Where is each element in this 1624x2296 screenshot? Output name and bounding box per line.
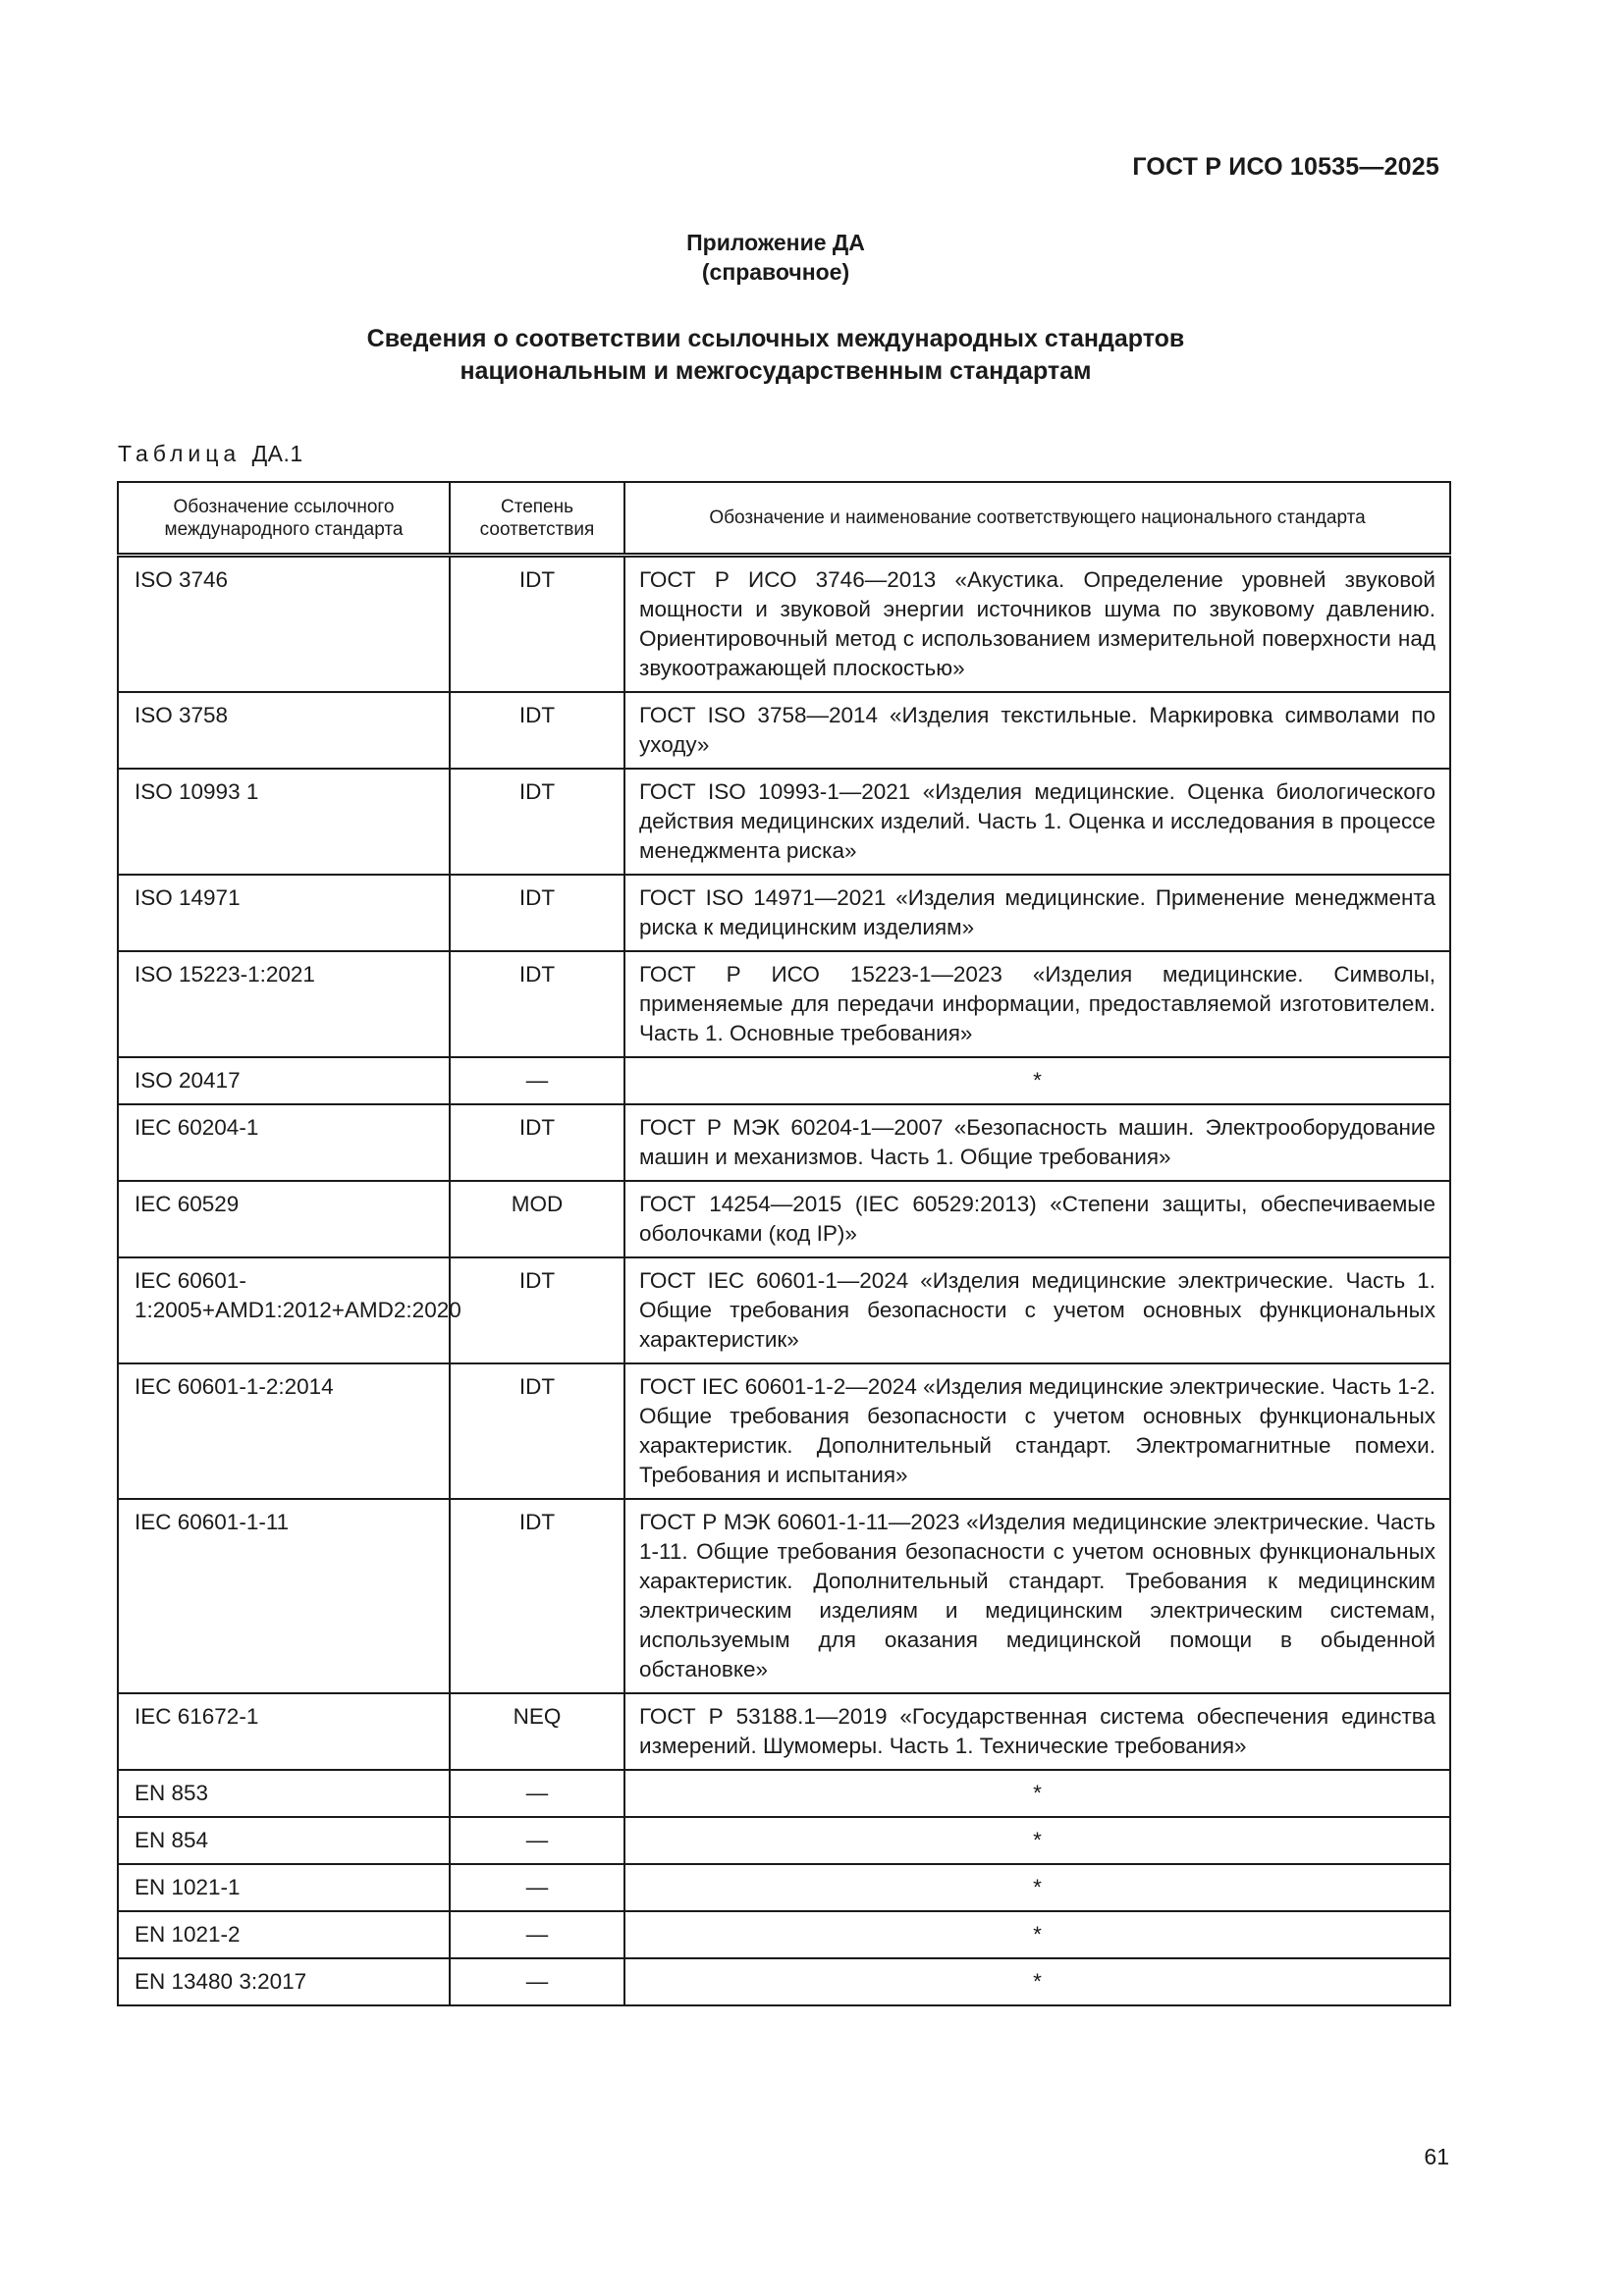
section-title-line-2: национальным и межгосударственным стандартам (460, 357, 1092, 385)
appendix-type: (справочное) (701, 259, 850, 285)
header-national-standard: Обозначение и наименование соответствующего национального стандарта (624, 482, 1450, 556)
cell-degree: IDT (450, 1499, 624, 1693)
cell-national-standard: ГОСТ Р 53188.1—2019 «Государственная система обеспечения единства измерений. Шумомеры. Часть 1. Технические требования» (624, 1693, 1450, 1770)
cell-national-standard: ГОСТ Р ИСО 15223-1—2023 «Изделия медицинские. Символы, применяемые для передачи информации, предоставляемой изготовителем. Часть 1. Основные требования» (624, 951, 1450, 1057)
table-row (118, 692, 1450, 769)
cell-degree: — (450, 1057, 624, 1104)
cell-degree: IDT (450, 875, 624, 951)
cell-degree: NEQ (450, 1693, 624, 1770)
table-body (118, 556, 1450, 2006)
cell-international-standard: EN 854 (118, 1817, 450, 1864)
table-row (118, 1817, 1450, 1864)
cell-international-standard: IEC 61672-1 (118, 1693, 450, 1770)
table-label (118, 441, 303, 467)
table-row (118, 1104, 1450, 1181)
cell-national-standard: ГОСТ ISO 3758—2014 «Изделия текстильные. Маркировка символами по уходу» (624, 692, 1450, 769)
cell-degree: IDT (450, 556, 624, 693)
table-row (118, 1181, 1450, 1257)
cell-degree: MOD (450, 1181, 624, 1257)
cell-national-standard: ГОСТ Р МЭК 60601-1-11—2023 «Изделия медицинские электрические. Часть 1-11. Общие требования безопасности с учетом основных функциональных характеристик. Дополнительный стандарт. Требования к медицинским электрическим изделиям и медицинским электрическим системам, используемым для оказания медицинской помощи в обыденной обстановке» (624, 1499, 1450, 1693)
cell-national-standard: ГОСТ IEC 60601-1—2024 «Изделия медицинские электрические. Часть 1. Общие требования безопасности с учетом основных функциональных характеристик» (624, 1257, 1450, 1363)
cell-degree: IDT (450, 1257, 624, 1363)
page-number: 61 (1424, 2144, 1449, 2169)
document-code: ГОСТ Р ИСО 10535—2025 (1132, 153, 1439, 181)
section-title-line-1: Сведения о соответствии ссылочных международных стандартов (366, 325, 1185, 352)
table-row (118, 951, 1450, 1057)
cell-national-standard: ГОСТ Р МЭК 60204-1—2007 «Безопасность машин. Электрооборудование машин и механизмов. Часть 1. Общие требования» (624, 1104, 1450, 1181)
cell-national-standard: * (624, 1864, 1450, 1911)
table-row (118, 875, 1450, 951)
table-row (118, 1958, 1450, 2005)
cell-national-standard: * (624, 1958, 1450, 2005)
table-row (118, 556, 1450, 693)
cell-degree: IDT (450, 951, 624, 1057)
table-label-number: ДА.1 (251, 441, 303, 466)
cell-national-standard: ГОСТ 14254—2015 (IEC 60529:2013) «Степени защиты, обеспечиваемые оболочками (код IP)» (624, 1181, 1450, 1257)
cell-degree: IDT (450, 692, 624, 769)
cell-international-standard: IEC 60601-1-2:2014 (118, 1363, 450, 1499)
cell-national-standard: * (624, 1911, 1450, 1958)
header-degree: Степень соответствия (450, 482, 624, 556)
cell-international-standard: EN 1021-2 (118, 1911, 450, 1958)
cell-international-standard: IEC 60601-1-11 (118, 1499, 450, 1693)
table-row (118, 1363, 1450, 1499)
cell-international-standard: ISO 14971 (118, 875, 450, 951)
cell-international-standard: IEC 60204-1 (118, 1104, 450, 1181)
cell-degree: IDT (450, 1363, 624, 1499)
cell-degree: — (450, 1864, 624, 1911)
cell-national-standard: * (624, 1770, 1450, 1817)
table-row (118, 1057, 1450, 1104)
cell-degree: — (450, 1770, 624, 1817)
cell-international-standard: ISO 3758 (118, 692, 450, 769)
cell-international-standard: ISO 10993 1 (118, 769, 450, 875)
cell-international-standard: ISO 20417 (118, 1057, 450, 1104)
cell-national-standard: * (624, 1817, 1450, 1864)
table-row (118, 1770, 1450, 1817)
appendix-title: Приложение ДА (686, 230, 865, 255)
correspondence-table (117, 481, 1451, 2006)
cell-national-standard: ГОСТ Р ИСО 3746—2013 «Акустика. Определение уровней звуковой мощности и звуковой энергии источников шума по звуковому давлению. Ориентировочный метод с использованием измерительной поверхности над звукоотражающей плоскостью» (624, 556, 1450, 693)
cell-national-standard: ГОСТ ISO 14971—2021 «Изделия медицинские. Применение менеджмента риска к медицинским изделиям» (624, 875, 1450, 951)
table-header-row (118, 482, 1450, 556)
cell-degree: — (450, 1817, 624, 1864)
cell-international-standard: ISO 15223-1:2021 (118, 951, 450, 1057)
cell-international-standard: EN 853 (118, 1770, 450, 1817)
table-row (118, 1499, 1450, 1693)
cell-international-standard: EN 13480 3:2017 (118, 1958, 450, 2005)
table-row (118, 1693, 1450, 1770)
header-international-standard: Обозначение ссылочного международного стандарта (118, 482, 450, 556)
cell-international-standard: EN 1021-1 (118, 1864, 450, 1911)
table-row (118, 1257, 1450, 1363)
cell-degree: IDT (450, 769, 624, 875)
cell-international-standard: IEC 60601-1:2005+AMD1:2012+AMD2:2020 (118, 1257, 450, 1363)
cell-degree: IDT (450, 1104, 624, 1181)
cell-degree: — (450, 1911, 624, 1958)
table-label-word: Таблица (118, 441, 242, 466)
table-row (118, 769, 1450, 875)
table-row (118, 1864, 1450, 1911)
cell-national-standard: * (624, 1057, 1450, 1104)
cell-national-standard: ГОСТ ISO 10993-1—2021 «Изделия медицинские. Оценка биологического действия медицинских изделий. Часть 1. Оценка и исследования в процессе менеджмента риска» (624, 769, 1450, 875)
cell-international-standard: IEC 60529 (118, 1181, 450, 1257)
cell-international-standard: ISO 3746 (118, 556, 450, 693)
table-row (118, 1911, 1450, 1958)
cell-degree: — (450, 1958, 624, 2005)
cell-national-standard: ГОСТ IEC 60601-1-2—2024 «Изделия медицинские электрические. Часть 1-2. Общие требования безопасности с учетом основных функциональных характеристик. Дополнительный стандарт. Электромагнитные помехи. Требования и испытания» (624, 1363, 1450, 1499)
